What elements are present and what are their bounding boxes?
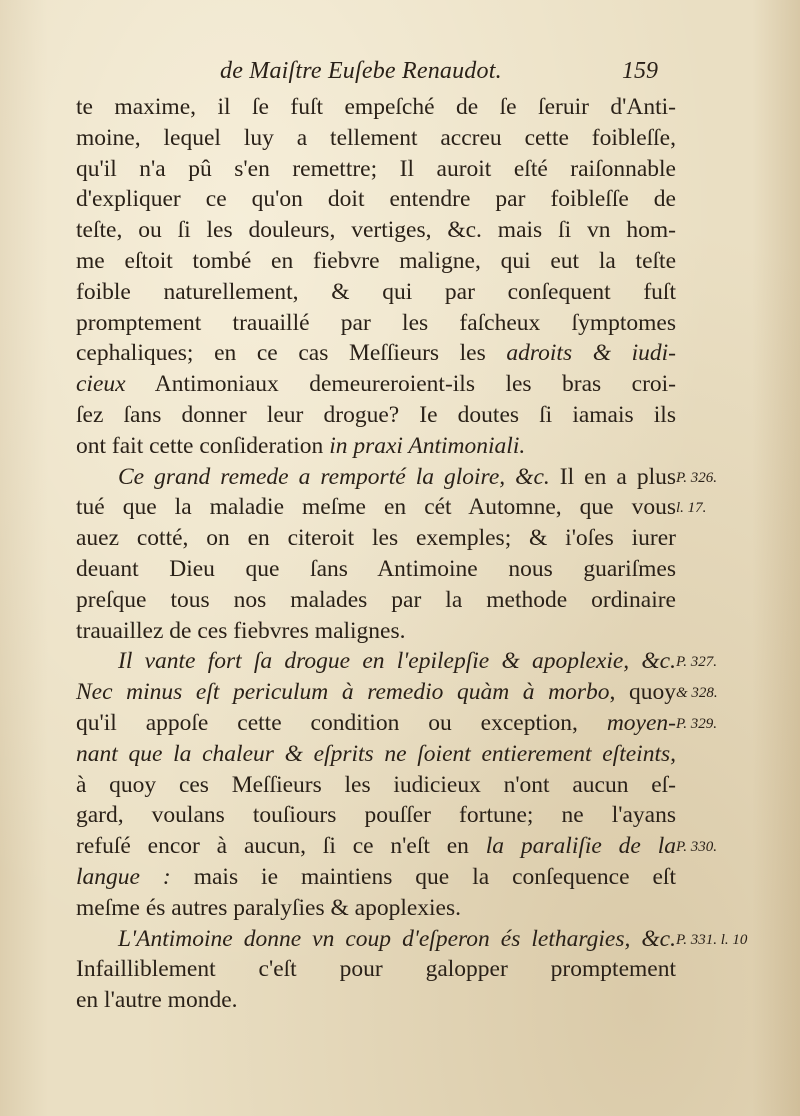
roman-span: cephaliques; en ce cas Meſſieurs les <box>76 340 507 367</box>
text-line <box>76 400 676 431</box>
margin-note: P. 327. <box>676 654 717 671</box>
text-line <box>76 123 676 154</box>
text-line <box>76 862 676 893</box>
italic-span: nant que la chaleur & eſprits ne ſoient entierement eſteints, <box>76 740 676 767</box>
text-line <box>76 677 676 708</box>
roman-span: d'expliquer ce qu'on doit entendre par foibleſſe de <box>76 186 676 213</box>
text-line <box>76 277 676 308</box>
roman-span: meſme és autres paralyſies & apoplexies. <box>76 894 462 921</box>
text-line <box>76 523 676 554</box>
margin-note: P. 331. l. 10 <box>676 931 748 948</box>
italic-span: moyen- <box>606 709 676 736</box>
roman-span: Antimoniaux demeureroient-ils les bras croi- <box>125 371 676 398</box>
text-line <box>76 831 676 862</box>
roman-span: ſez ſans donner leur drogue? Ie doutes ſi iamais ils <box>76 401 676 428</box>
text-line <box>76 924 676 955</box>
italic-span: adroits & iudi- <box>506 340 676 367</box>
roman-span: teſte, ou ſi les douleurs, vertiges, &c. mais ſi vn hom- <box>76 217 676 244</box>
roman-span: trauaillez de ces fiebvres malignes. <box>76 617 406 644</box>
roman-span: en l'autre monde. <box>76 987 238 1014</box>
margin-note: P. 329. <box>676 716 717 732</box>
roman-span: promptement trauaillé par les faſcheux ſymptomes <box>76 309 676 336</box>
margin-note: l. 17. <box>676 500 707 517</box>
text-line <box>76 893 676 924</box>
roman-span: me eſtoit tombé en fiebvre maligne, qui eut la teſte <box>76 247 676 274</box>
running-title: de Maiſtre Euſebe Renaudot. <box>220 58 502 84</box>
roman-span: Infailliblement c'eſt pour galopper promptement <box>76 956 676 983</box>
text-line <box>76 646 676 677</box>
text-line <box>76 215 676 246</box>
roman-span: qu'il n'a pû s'en remettre; Il auroit eſté raiſonnable <box>76 155 676 182</box>
roman-span: gard, voulans touſiours pouſſer fortune; ne l'ayans <box>76 802 676 829</box>
roman-span: refuſé encor à aucun, ſi ce n'eſt en <box>76 833 486 860</box>
text-line <box>76 369 676 400</box>
roman-span: , quoy <box>609 679 676 706</box>
italic-span: la paraliſie de la <box>485 833 676 860</box>
text-line <box>76 985 676 1016</box>
margin-note: & 328. <box>676 685 718 702</box>
text-line <box>76 184 676 215</box>
text-line <box>76 92 676 123</box>
text-line <box>76 954 676 985</box>
text-line <box>76 431 676 462</box>
roman-span: te maxime, il ſe fuſt empeſché de ſe ſeruir d'Anti- <box>76 94 676 120</box>
italic-span: Ce grand remede a remporté la gloire, &c. <box>118 463 550 490</box>
text-line <box>76 154 676 185</box>
text-line <box>76 338 676 369</box>
page-header <box>220 58 658 92</box>
text-line <box>76 585 676 616</box>
margin-note: P. 330. <box>676 839 717 856</box>
roman-span: moine, lequel luy a tellement accreu cette foibleſſe, <box>76 124 676 151</box>
roman-span: deuant Dieu que ſans Antimoine nous guariſmes <box>76 555 676 582</box>
roman-span: qu'il appoſe cette condition ou exception, <box>76 709 607 736</box>
roman-span: tué que la maladie meſme en cét Automne, que vous <box>76 494 676 521</box>
roman-span: Il en a plus <box>549 463 676 490</box>
roman-span: preſque tous nos malades par la methode ordinaire <box>76 586 676 613</box>
italic-span: in praxi Antimoniali. <box>329 432 526 459</box>
roman-span: auez cotté, on en citeroit les exemples; & i'oſes iurer <box>76 525 676 552</box>
margin-note: P. 326. <box>676 469 717 486</box>
text-line <box>76 308 676 339</box>
italic-span: langue : <box>76 863 171 890</box>
roman-span: mais ie maintiens que la conſequence eſt <box>170 863 676 890</box>
text-line <box>76 554 676 585</box>
text-line <box>76 462 676 493</box>
text-line <box>76 708 676 739</box>
text-line <box>76 616 676 647</box>
roman-span: ont fait cette conſideration <box>76 432 330 459</box>
text-line <box>76 492 676 523</box>
text-line <box>76 739 676 770</box>
text-line <box>76 246 676 277</box>
italic-span: L'Antimoine donne vn coup d'eſperon és lethargies, &c. <box>118 925 676 952</box>
text-line <box>76 770 676 801</box>
text-line <box>76 800 676 831</box>
page-number: 159 <box>622 58 658 84</box>
body-text <box>76 92 676 1016</box>
italic-span: Il vante fort ſa drogue en l'epilepſie & apoplexie, &c. <box>118 648 676 675</box>
italic-span: Nec minus eſt periculum à remedio quàm à morbo <box>76 679 610 706</box>
roman-span: à quoy ces Meſſieurs les iudicieux n'ont aucun eſ- <box>76 771 676 798</box>
italic-span: cieux <box>76 371 126 398</box>
roman-span: foible naturellement, & qui par conſequent fuſt <box>76 278 676 305</box>
